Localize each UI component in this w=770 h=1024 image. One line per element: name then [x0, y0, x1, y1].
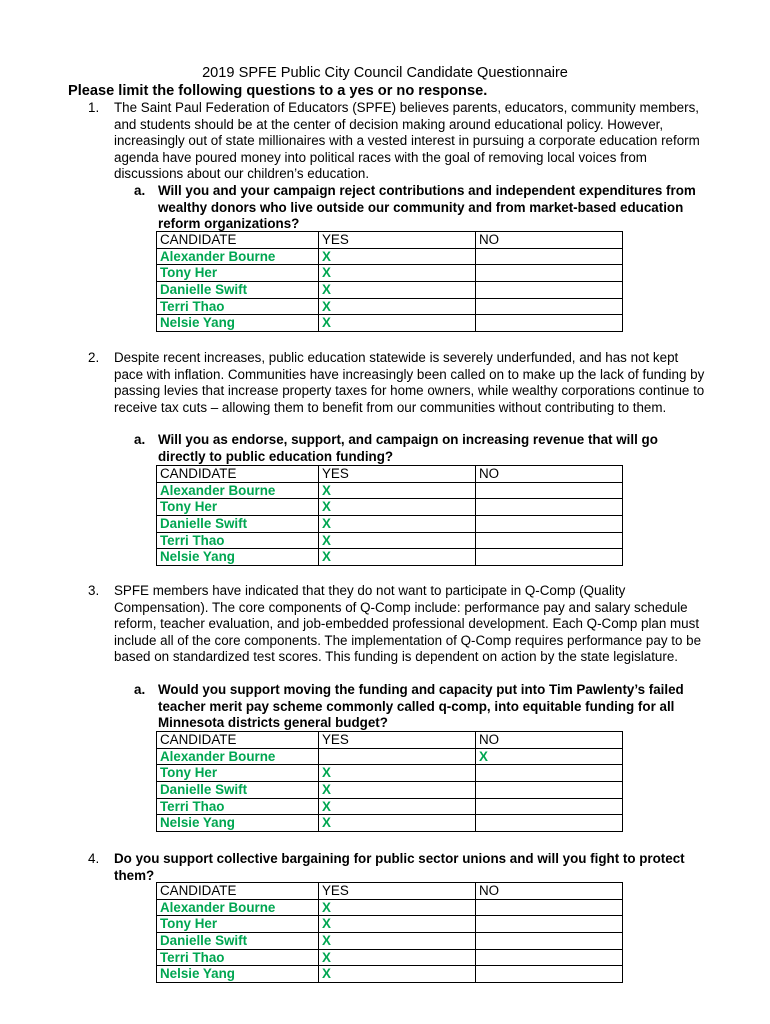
answer-table-2	[156, 465, 623, 566]
table-header-row	[157, 883, 623, 900]
table-row	[157, 933, 623, 950]
table-row	[157, 815, 623, 832]
table-row	[157, 482, 623, 499]
candidate-name: Nelsie Yang	[157, 966, 319, 983]
header-yes: YES	[319, 466, 476, 483]
header-no: NO	[476, 883, 623, 900]
yes-cell: X	[319, 782, 476, 799]
candidate-name: Tony Her	[157, 499, 319, 516]
no-cell	[476, 798, 623, 815]
no-cell	[476, 899, 623, 916]
yes-cell: X	[319, 815, 476, 832]
candidate-name: Terri Thao	[157, 949, 319, 966]
table-row	[157, 949, 623, 966]
sub-question-text: Would you support moving the funding and capacity put into Tim Pawlenty’s failed teacher merit pay scheme commonly called q-comp, into equitable funding for all Minnesota districts general budget?	[158, 682, 684, 731]
yes-cell: X	[319, 765, 476, 782]
yes-cell: X	[319, 282, 476, 299]
yes-cell: X	[319, 516, 476, 533]
no-cell	[476, 966, 623, 983]
table-row	[157, 248, 623, 265]
yes-cell: X	[319, 298, 476, 315]
no-cell	[476, 265, 623, 282]
candidate-name: Alexander Bourne	[157, 248, 319, 265]
question-1	[88, 100, 708, 183]
header-candidate: CANDIDATE	[157, 466, 319, 483]
candidate-name: Danielle Swift	[157, 933, 319, 950]
candidate-name: Alexander Bourne	[157, 899, 319, 916]
question-text: The Saint Paul Federation of Educators (SPFE) believes parents, educators, community members, and students should be at the center of decision making around educational policy. However, increasingly out of state millionaires with a vested interest in pursuing a corporate education reform agenda have poured money into political races with the goal of removing local voices from discussions about our children’s education.	[114, 100, 700, 182]
no-cell	[476, 532, 623, 549]
table-row	[157, 966, 623, 983]
no-cell	[476, 482, 623, 499]
answer-table-4	[156, 882, 623, 983]
candidate-name: Danielle Swift	[157, 282, 319, 299]
no-cell	[476, 248, 623, 265]
candidate-name: Danielle Swift	[157, 516, 319, 533]
no-cell	[476, 516, 623, 533]
yes-cell: X	[319, 549, 476, 566]
header-candidate: CANDIDATE	[157, 883, 319, 900]
no-cell	[476, 298, 623, 315]
question-3	[88, 583, 708, 666]
no-cell: X	[476, 748, 623, 765]
answer-table-1	[156, 231, 623, 332]
question-1a	[134, 183, 704, 233]
question-number: 1.	[88, 100, 100, 115]
header-candidate: CANDIDATE	[157, 732, 319, 749]
sub-question-letter: a.	[134, 682, 146, 697]
no-cell	[476, 949, 623, 966]
table-row	[157, 748, 623, 765]
header-candidate: CANDIDATE	[157, 232, 319, 249]
yes-cell: X	[319, 315, 476, 332]
table-row	[157, 516, 623, 533]
no-cell	[476, 282, 623, 299]
table-row	[157, 532, 623, 549]
question-number: 2.	[88, 350, 100, 365]
yes-cell: X	[319, 899, 476, 916]
candidate-name: Nelsie Yang	[157, 549, 319, 566]
instructions: Please limit the following questions to a yes or no response.	[68, 83, 488, 99]
header-no: NO	[476, 232, 623, 249]
document-title: 2019 SPFE Public City Council Candidate Questionnaire	[202, 65, 568, 81]
candidate-name: Tony Her	[157, 265, 319, 282]
yes-cell: X	[319, 499, 476, 516]
yes-cell: X	[319, 265, 476, 282]
no-cell	[476, 499, 623, 516]
header-yes: YES	[319, 732, 476, 749]
question-2	[88, 350, 708, 416]
yes-cell: X	[319, 966, 476, 983]
candidate-name: Tony Her	[157, 765, 319, 782]
table-row	[157, 765, 623, 782]
header-yes: YES	[319, 883, 476, 900]
yes-cell: X	[319, 916, 476, 933]
table-row	[157, 916, 623, 933]
question-text: SPFE members have indicated that they do not want to participate in Q-Comp (Quality Compensation). The core components of Q-Comp include: performance pay and salary schedule reform, teacher evaluation, and job-embedded professional development. Each Q-Comp plan must include all of the core components. The implementation of Q-Comp requires performance pay to be based on standardized test scores. This funding is dependent on action by the state legislature.	[114, 583, 702, 665]
candidate-name: Alexander Bourne	[157, 748, 319, 765]
no-cell	[476, 782, 623, 799]
yes-cell: X	[319, 798, 476, 815]
table-header-row	[157, 232, 623, 249]
question-number: 3.	[88, 583, 100, 598]
candidate-name: Nelsie Yang	[157, 315, 319, 332]
table-row	[157, 549, 623, 566]
table-row	[157, 265, 623, 282]
sub-question-text: Will you and your campaign reject contributions and independent expenditures from wealthy donors who live outside our community and from market-based education reform organizations?	[158, 183, 696, 232]
question-text: Despite recent increases, public education statewide is severely underfunded, and has not kept pace with inflation. Communities have increasingly been called on to make up the lack of funding by passing levies that increase property taxes for home owners, while wealthy corporations continue to receive tax cuts – allowing them to benefit from our communities without contributing to them.	[114, 350, 705, 415]
answer-table-3	[156, 731, 623, 832]
no-cell	[476, 765, 623, 782]
no-cell	[476, 933, 623, 950]
table-row	[157, 499, 623, 516]
candidate-name: Nelsie Yang	[157, 815, 319, 832]
table-row	[157, 798, 623, 815]
table-row	[157, 899, 623, 916]
table-header-row	[157, 466, 623, 483]
table-row	[157, 782, 623, 799]
question-4	[88, 851, 708, 884]
no-cell	[476, 815, 623, 832]
no-cell	[476, 315, 623, 332]
yes-cell: X	[319, 949, 476, 966]
no-cell	[476, 549, 623, 566]
question-text: Do you support collective bargaining for public sector unions and will you fight to protect them?	[114, 851, 685, 883]
question-2a	[134, 432, 704, 465]
table-row	[157, 298, 623, 315]
candidate-name: Terri Thao	[157, 298, 319, 315]
header-no: NO	[476, 466, 623, 483]
yes-cell: X	[319, 248, 476, 265]
header-yes: YES	[319, 232, 476, 249]
header-no: NO	[476, 732, 623, 749]
candidate-name: Alexander Bourne	[157, 482, 319, 499]
candidate-name: Terri Thao	[157, 532, 319, 549]
table-header-row	[157, 732, 623, 749]
candidate-name: Danielle Swift	[157, 782, 319, 799]
table-row	[157, 315, 623, 332]
yes-cell: X	[319, 482, 476, 499]
table-row	[157, 282, 623, 299]
candidate-name: Tony Her	[157, 916, 319, 933]
candidate-name: Terri Thao	[157, 798, 319, 815]
question-number: 4.	[88, 851, 100, 866]
sub-question-letter: a.	[134, 183, 146, 198]
sub-question-letter: a.	[134, 432, 146, 447]
no-cell	[476, 916, 623, 933]
question-3a	[134, 682, 704, 732]
yes-cell	[319, 748, 476, 765]
yes-cell: X	[319, 933, 476, 950]
sub-question-text: Will you as endorse, support, and campaign on increasing revenue that will go directly to public education funding?	[158, 432, 658, 464]
yes-cell: X	[319, 532, 476, 549]
